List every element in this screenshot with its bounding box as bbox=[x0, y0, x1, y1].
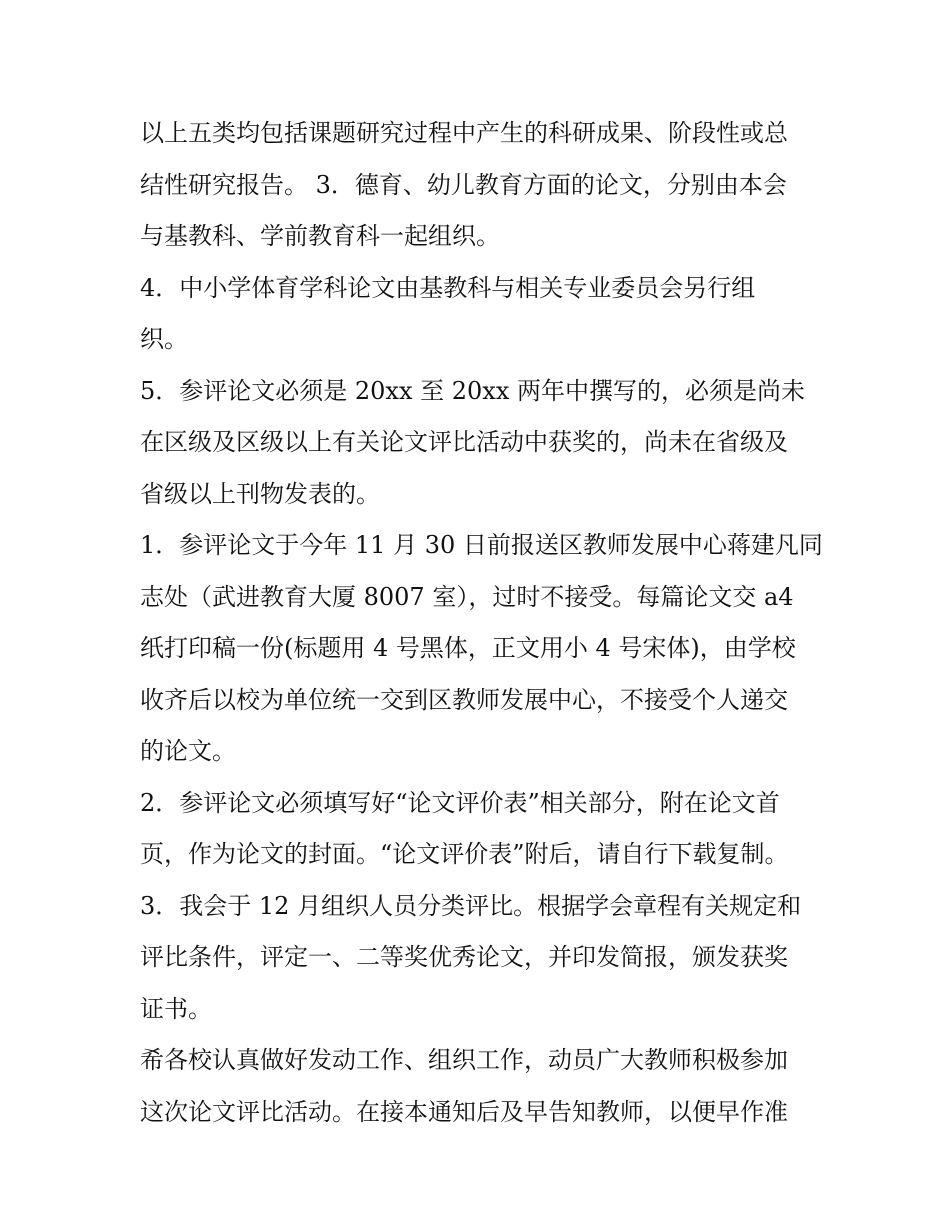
text-line-7: 在区级及区级以上有关论文评比活动中获奖的，尚未在省级及 bbox=[140, 428, 788, 456]
text-line-16: 3．我会于 12 月组织人员分类评比。根据学会章程有关规定和 bbox=[140, 891, 802, 920]
text-line-8: 省级以上刊物发表的。 bbox=[140, 479, 380, 508]
text-line-1: 以上五类均包括课题研究过程中产生的科研成果、阶段性或总 bbox=[140, 119, 788, 147]
text-line-17: 评比条件，评定一、二等奖优秀论文，并印发简报，颁发获奖 bbox=[140, 943, 788, 971]
text-line-5: 织。 bbox=[140, 325, 188, 353]
text-line-13: 的论文。 bbox=[140, 737, 236, 765]
text-line-14: 2．参评论文必须填写好“论文评价表”相关部分，附在论文首 bbox=[140, 788, 780, 817]
text-line-18: 证书。 bbox=[140, 994, 212, 1023]
text-line-4: 4．中小学体育学科论文由基教科与相关专业委员会另行组 bbox=[140, 273, 756, 302]
text-line-20: 这次论文评比活动。在接本通知后及早告知教师，以便早作准 bbox=[140, 1097, 788, 1126]
text-line-12: 收齐后以校为单位统一交到区教师发展中心，不接受个人递交 bbox=[140, 685, 788, 714]
text-line-19: 希各校认真做好发动工作、组织工作，动员广大教师积极参加 bbox=[140, 1046, 788, 1074]
text-line-2: 结性研究报告。 3．德育、幼儿教育方面的论文，分别由本会 bbox=[140, 170, 787, 199]
text-line-11: 纸打印稿一份(标题用 4 号黑体，正文用小 4 号宋体)，由学校 bbox=[140, 634, 796, 662]
text-line-3: 与基教科、学前教育科一起组织。 bbox=[140, 222, 500, 250]
text-line-10: 志处（武进教育大厦 8007 室），过时不接受。每篇论文交 a4 bbox=[140, 582, 794, 611]
text-line-15: 页，作为论文的封面。“论文评价表”附后，请自行下载复制。 bbox=[140, 840, 789, 868]
text-line-6: 5．参评论文必须是 20xx 至 20xx 两年中撰写的，必须是尚未 bbox=[140, 376, 806, 405]
text-line-9: 1．参评论文于今年 11 月 30 日前报送区教师发展中心蒋建凡同 bbox=[140, 531, 823, 559]
document-body bbox=[140, 108, 823, 1138]
